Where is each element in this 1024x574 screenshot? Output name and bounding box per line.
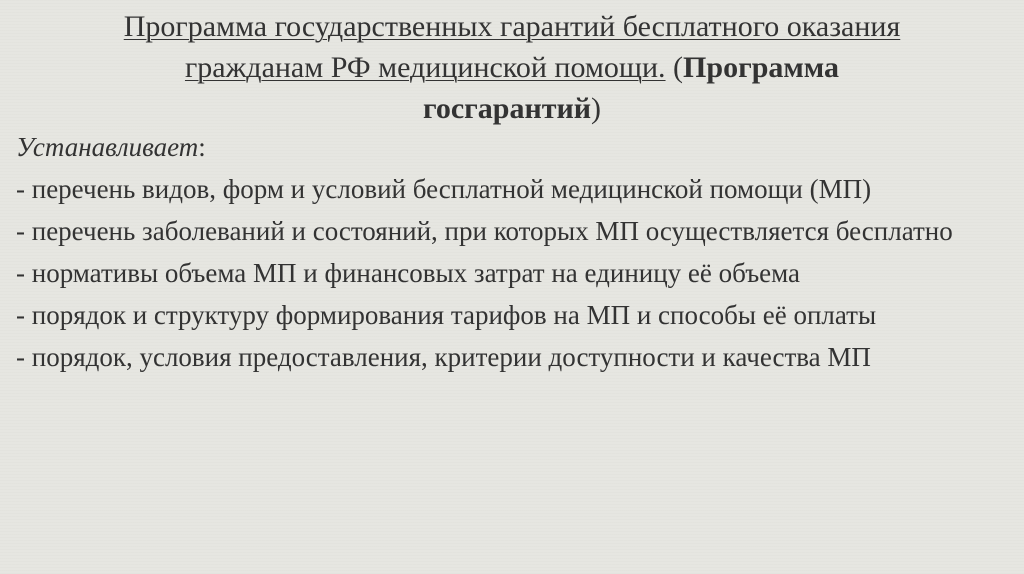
- slide-title: [30, 6, 994, 129]
- list-item: - порядок и структуру формирования тарифов на МП и способы её оплаты: [16, 300, 877, 330]
- list-item: - порядок, условия предоставления, критерии доступности и качества МП: [16, 342, 871, 372]
- title-bold-gosgarantiy: госгарантий: [422, 92, 592, 125]
- title-open-paren: (: [665, 51, 684, 84]
- list-item: - перечень заболеваний и состояний, при которых МП осуществляется бесплатно: [16, 216, 953, 246]
- intro-label: Устанавливает: [16, 132, 199, 162]
- list-item: - перечень видов, форм и условий бесплатной медицинской помощи (МП): [16, 174, 872, 204]
- intro-colon: :: [198, 132, 206, 162]
- intro-line: [16, 132, 1006, 162]
- title-bold-program: Программа: [683, 51, 840, 84]
- list-item: - нормативы объема МП и финансовых затрат на единицу её объема: [16, 258, 801, 288]
- title-close-paren: ): [591, 92, 602, 125]
- slide-body: [16, 132, 1006, 384]
- title-line-1: Программа государственных гарантий бесплатного оказания: [123, 10, 901, 43]
- title-line-2-underlined: гражданам РФ медицинской помощи.: [184, 51, 666, 84]
